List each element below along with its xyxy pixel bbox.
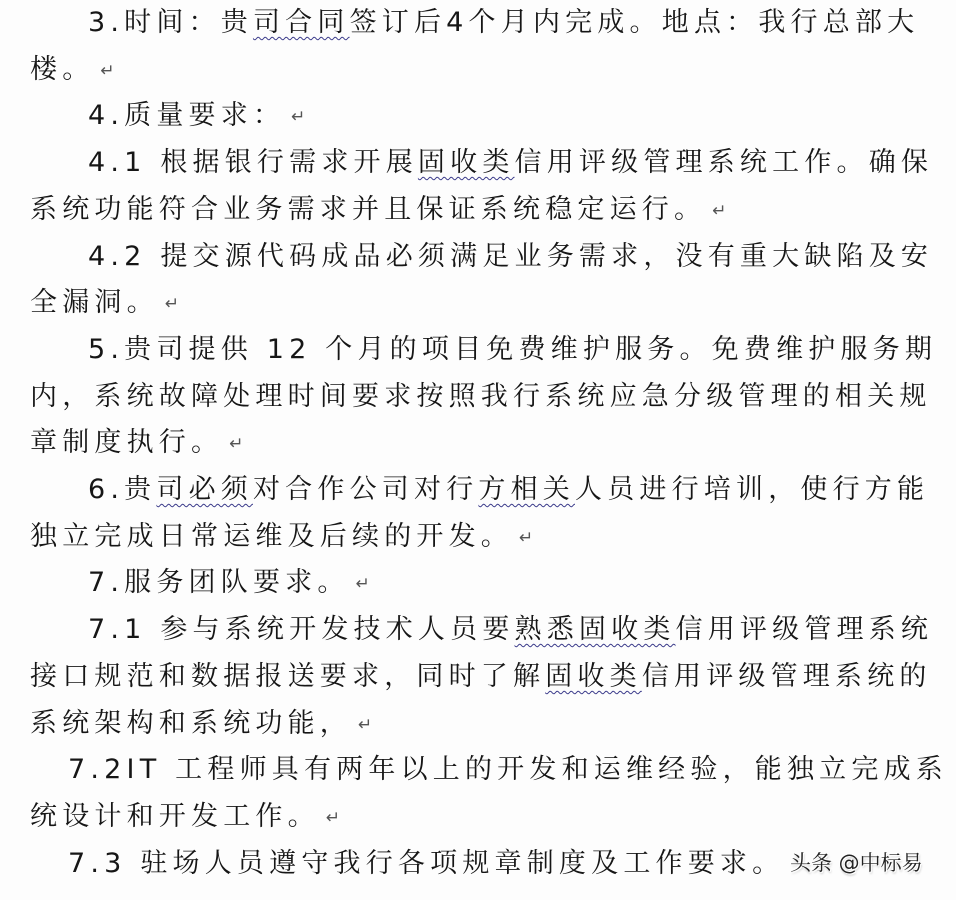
text-run: 信用评级管理系统: [675, 614, 934, 646]
document-line: [30, 654, 932, 700]
spellcheck-flagged-text: 司合同: [252, 7, 350, 38]
text-run: 章制度执行。: [30, 427, 224, 459]
paragraph-mark-icon: ↵: [712, 200, 727, 221]
text-run: 独立完成日常运维及后续的开发。: [30, 520, 513, 552]
text-run: 统设计和开发工作。: [30, 800, 320, 832]
document-line: [88, 560, 938, 606]
text-run: 4.质量要求：: [88, 100, 286, 132]
document-line: [30, 794, 880, 840]
text-run: 签订后4个月内完成。地点：我行总部大: [349, 7, 920, 38]
paragraph-mark-icon: ↵: [100, 60, 115, 81]
document-line: [88, 140, 938, 186]
paragraph-mark-icon: ↵: [358, 714, 373, 735]
text-run: 7.1 参与系统开发技术人员要: [88, 614, 515, 646]
text-run: 对合作公司对行: [252, 474, 479, 505]
document-line: [88, 234, 938, 280]
text-run: 系统架构和系统功能，: [30, 707, 352, 739]
text-run: 全漏洞。: [30, 287, 159, 319]
document-line: [30, 420, 880, 466]
document-line: [30, 280, 880, 326]
document-line: [88, 93, 938, 139]
document-line: [30, 47, 880, 93]
document-line: [88, 467, 938, 513]
paragraph-mark-icon: ↵: [325, 807, 341, 828]
text-run: 内，系统故障处理时间要求按照我行系统应急分级管理的相关规: [30, 380, 932, 412]
text-run: 4.2 提交源代码成品必须满足业务需求，没有重大缺陷及安: [88, 240, 934, 272]
text-run: 5.贵司提供 12 个月的项目免费维护服务。免费维护服务期: [88, 333, 938, 365]
paragraph-mark-icon: ↵: [291, 107, 306, 128]
document-line: [68, 747, 948, 793]
spellcheck-flagged-text: 固收类: [545, 660, 642, 692]
text-run: 信用评级管理系统工作。确保: [514, 147, 934, 179]
document-line: [88, 327, 938, 373]
text-run: 7.3 驻场人员遵守我行各项规章制度及工作要求。: [68, 847, 785, 879]
text-run: 6.贵: [88, 474, 157, 505]
document-line: [88, 607, 938, 653]
text-run: 3.时间：贵: [88, 7, 253, 38]
document-line: [30, 374, 932, 420]
document-line: [30, 514, 880, 560]
document-line: [88, 0, 938, 46]
document-line: [30, 701, 880, 747]
paragraph-mark-icon: ↵: [355, 574, 370, 595]
spellcheck-flagged-text: 司必须: [156, 474, 253, 505]
document-line: [30, 187, 880, 233]
watermark: 头条 @中标易: [790, 851, 923, 875]
paragraph-mark-icon: ↵: [164, 294, 180, 315]
text-run: 系统功能符合业务需求并且保证系统稳定运行。: [30, 193, 707, 225]
text-run: 人员进行培训，使行方能: [575, 474, 930, 505]
spellcheck-flagged-text: 固收类: [417, 147, 515, 179]
text-run: 7.2IT 工程师具有两年以上的开发和运维经验，能独立完成系: [68, 754, 948, 786]
text-run: 4.1 根据银行需求开展: [88, 147, 418, 179]
text-run: 7.服务团队要求。: [88, 567, 350, 599]
text-run: 楼。: [30, 53, 95, 85]
spellcheck-flagged-text: 熟悉固收类: [514, 614, 676, 646]
spellcheck-flagged-text: 方相关: [478, 474, 575, 505]
paragraph-mark-icon: ↵: [229, 434, 244, 455]
text-run: 接口规范和数据报送要求，同时了解: [30, 660, 546, 692]
text-run: 信用评级管理系统的: [641, 660, 932, 692]
paragraph-mark-icon: ↵: [519, 527, 534, 548]
